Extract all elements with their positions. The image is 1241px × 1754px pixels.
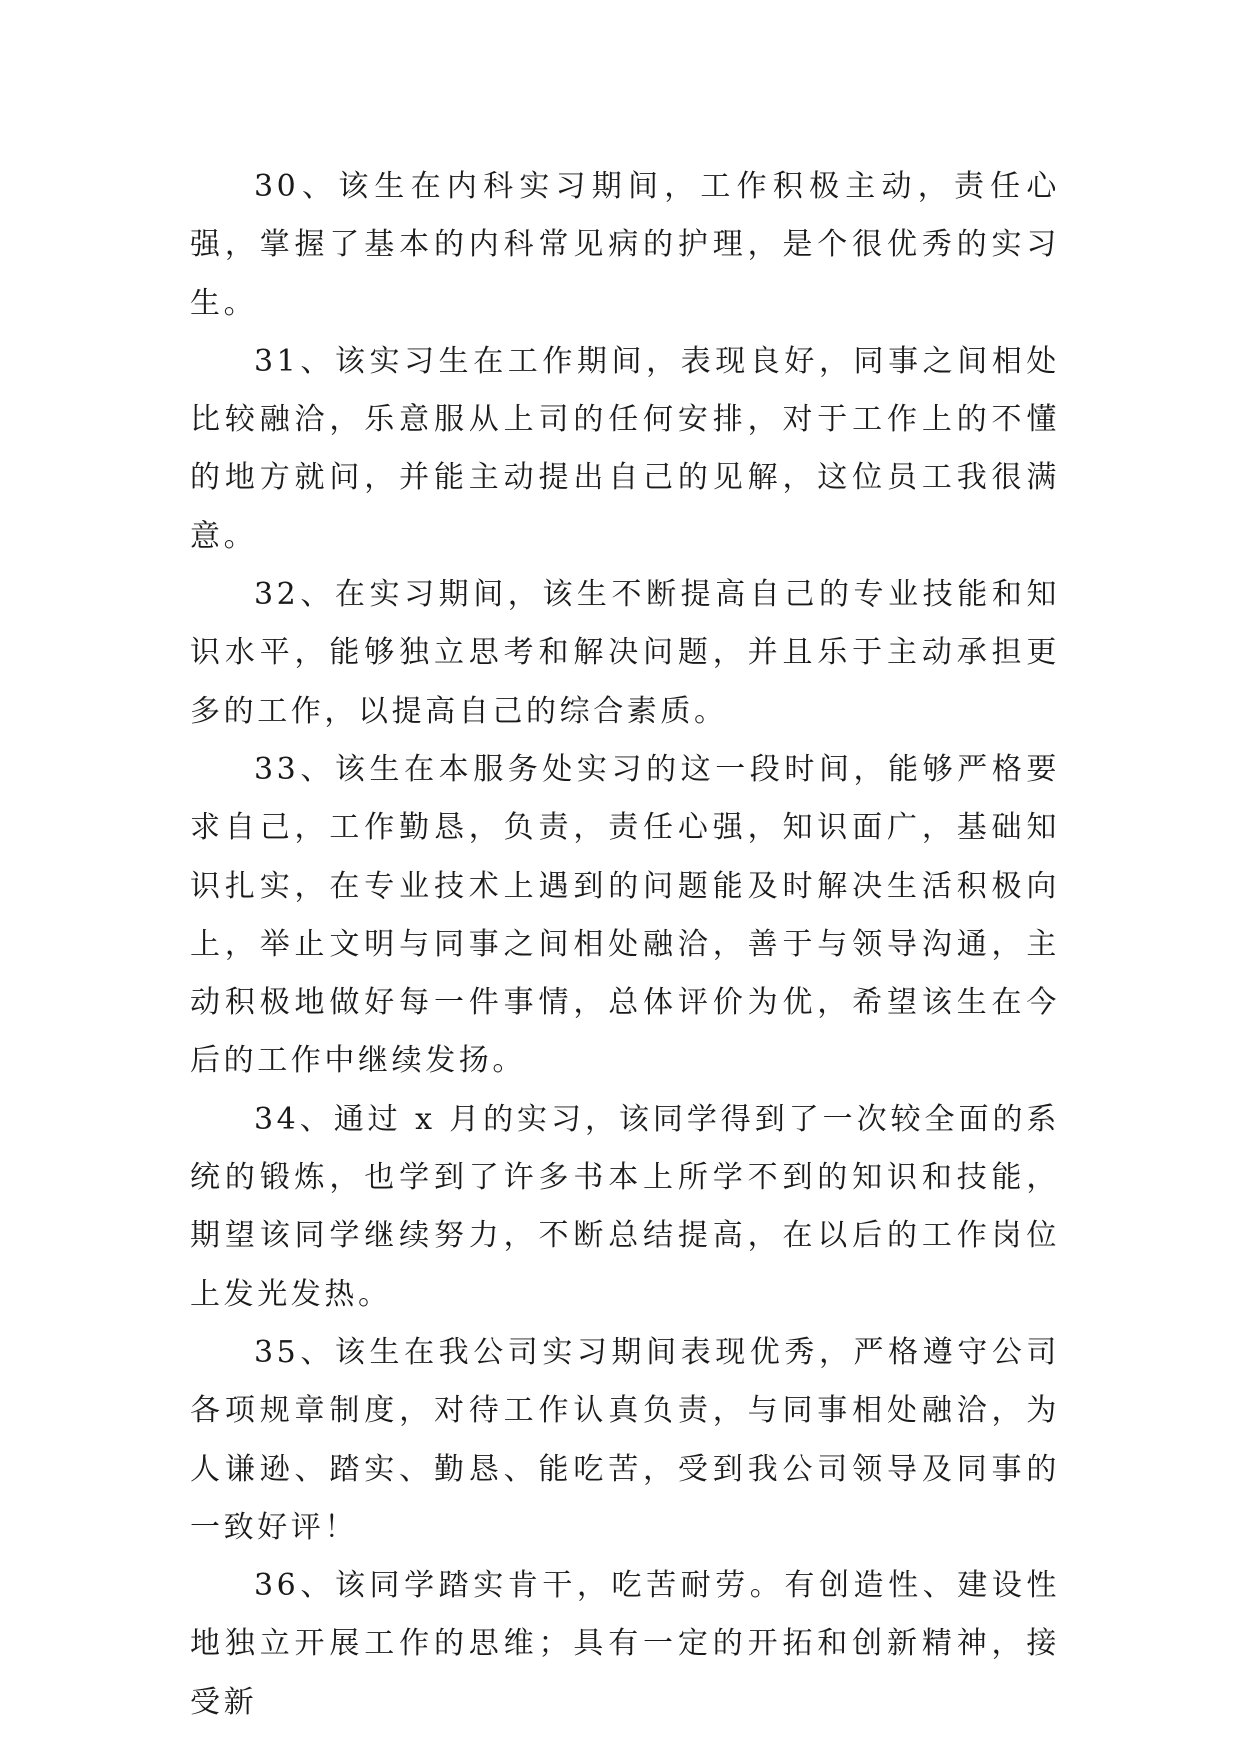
comment-paragraph-35: 35、该生在我公司实习期间表现优秀，严格遵守公司各项规章制度，对待工作认真负责，与同事相处融洽，为人谦逊、踏实、勤恳、能吃苦，受到我公司领导及同事的一致好评！ — [190, 1334, 1060, 1545]
comment-paragraph-31: 31、该实习生在工作期间，表现良好，同事之间相处比较融洽，乐意服从上司的任何安排，对于工作上的不懂的地方就问，并能主动提出自己的见解，这位员工我很满意。 — [190, 343, 1060, 554]
document-body — [190, 158, 1060, 1732]
comment-paragraph-36: 36、该同学踏实肯干，吃苦耐劳。有创造性、建设性地独立开展工作的思维；具有一定的开拓和创新精神，接受新 — [190, 1568, 1060, 1720]
comment-paragraph-33: 33、该生在本服务处实习的这一段时间，能够严格要求自己，工作勤恳，负责，责任心强，知识面广，基础知识扎实，在专业技术上遇到的问题能及时解决生活积极向上，举止文明与同事之间相处融洽，善于与领导沟通，主动积极地做好每一件事情，总体评价为优，希望该生在今后的工作中继续发扬。 — [190, 751, 1060, 1079]
comment-paragraph-30: 30、该生在内科实习期间，工作积极主动，责任心强，掌握了基本的内科常见病的护理，是个很优秀的实习生。 — [190, 169, 1060, 321]
comment-paragraph-32: 32、在实习期间，该生不断提高自己的专业技能和知识水平，能够独立思考和解决问题，并且乐于主动承担更多的工作，以提高自己的综合素质。 — [190, 577, 1060, 729]
comment-paragraph-34: 34、通过 x 月的实习，该同学得到了一次较全面的系统的锻炼，也学到了许多书本上所学不到的知识和技能，期望该同学继续努力，不断总结提高，在以后的工作岗位上发光发热。 — [190, 1101, 1060, 1312]
